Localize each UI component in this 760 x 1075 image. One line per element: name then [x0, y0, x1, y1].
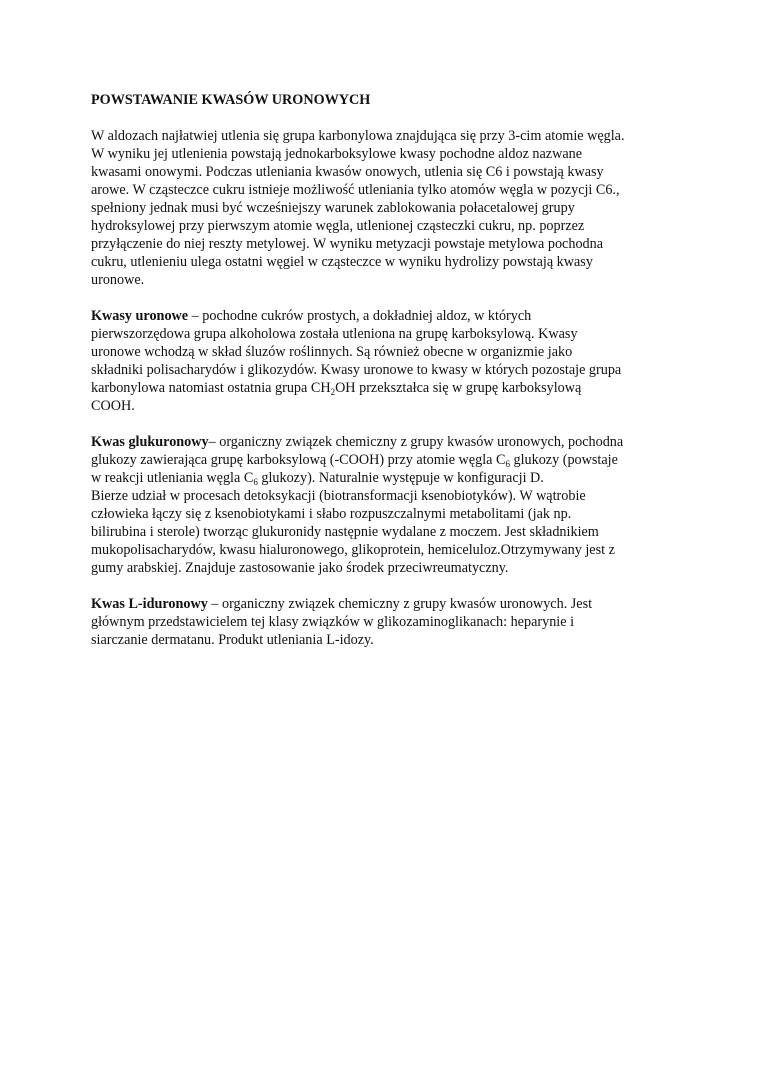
- paragraph-text: – pochodne cukrów prostych, a dokładniej aldoz, w których: [188, 308, 532, 324]
- document-body: [91, 91, 681, 667]
- paragraph-line: Bierze udział w procesach detoksykacji (biotransformacji ksenobiotyków). W wątrobie: [91, 488, 586, 504]
- intro-line: cukru, utlenieniu ulega ostatni węgiel w cząsteczce w wyniku hydrolizy powstają kwasy: [91, 254, 593, 270]
- paragraph-line: gumy arabskiej. Znajduje zastosowanie jako środek przeciwreumatyczny.: [91, 560, 509, 576]
- intro-line: W wyniku jej utlenienia powstają jednokarboksylowe kwasy pochodne aldoz nazwane: [91, 146, 583, 162]
- kwasy-uronowe-term: Kwasy uronowe: [91, 308, 189, 324]
- kwas-glukuronowy-term: Kwas glukuronowy: [91, 434, 209, 450]
- paragraph-line: siarczanie dermatanu. Produkt utleniania L-idozy.: [91, 632, 374, 648]
- paragraph-text: w reakcji utleniania węgla C: [91, 470, 254, 486]
- paragraph-text: glukozy zawierająca grupę karboksylową (-COOH) przy atomie węgla C: [91, 452, 506, 468]
- kwasy-uronowe-paragraph: [91, 307, 681, 415]
- paragraph-text: glukozy (powstaje: [509, 452, 618, 468]
- paragraph-text: – organiczny związek chemiczny z grupy kwasów uronowych, pochodna: [208, 434, 624, 450]
- intro-line: W aldozach najłatwiej utlenia się grupa karbonylowa znajdująca się przy 3-cim atomie węgla.: [91, 128, 625, 144]
- paragraph-text: karbonylowa natomiast ostatnia grupa CH: [91, 380, 331, 396]
- paragraph-text: OH przekształca się w grupę karboksylową: [335, 380, 582, 396]
- intro-line: spełniony jednak musi być wcześniejszy warunek zablokowania połacetalowej grupy: [91, 200, 575, 216]
- paragraph-line: uronowe wchodzą w skład śluzów roślinnych. Są również obecne w organizmie jako: [91, 344, 573, 360]
- subscript: 6: [505, 459, 510, 469]
- paragraph-line: składniki polisacharydów i glikozydów. Kwasy uronowe to kwasy w których pozostaje grupa: [91, 362, 622, 378]
- paragraph-line: głównym przedstawicielem tej klasy związków w glikozaminoglikanach: heparynie i: [91, 614, 575, 630]
- kwas-l-iduronowy-paragraph: [91, 595, 681, 649]
- intro-line: kwasami onowymi. Podczas utleniania kwasów onowych, utlenia się C6 i powstają kwasy: [91, 164, 604, 180]
- document-title: POWSTAWANIE KWASÓW URONOWYCH: [91, 92, 371, 108]
- intro-line: arowe. W cząsteczce cukru istnieje możliwość utleniania tylko atomów węgla w pozycji C6.,: [91, 182, 620, 198]
- paragraph-line: pierwszorzędowa grupa alkoholowa została utleniona na grupę karboksylową. Kwasy: [91, 326, 578, 342]
- paragraph-text: glukozy). Naturalnie występuje w konfiguracji D.: [257, 470, 544, 486]
- intro-line: uronowe.: [91, 272, 145, 288]
- paragraph-text: – organiczny związek chemiczny z grupy kwasów uronowych. Jest: [207, 596, 593, 612]
- intro-paragraph: [91, 127, 681, 289]
- paragraph-line: COOH.: [91, 398, 135, 414]
- intro-line: przyłączenie do niej reszty metylowej. W wyniku metyzacji powstaje metylowa pochodna: [91, 236, 604, 252]
- kwas-l-iduronowy-term: Kwas L-iduronowy: [91, 596, 208, 612]
- kwas-glukuronowy-paragraph: [91, 433, 681, 577]
- paragraph-line: człowieka łączy się z ksenobiotykami i słabo rozpuszczalnymi metabolitami (jak np.: [91, 506, 572, 522]
- subscript: 2: [330, 387, 336, 397]
- subscript: 6: [253, 477, 258, 487]
- intro-line: hydroksylowej przy pierwszym atomie węgla, utlenionej cząsteczki cukru, np. poprzez: [91, 218, 585, 234]
- paragraph-line: bilirubina i sterole) tworząc glukuronidy następnie wydalane z moczem. Jest składnikiem: [91, 524, 599, 540]
- paragraph-line: mukopolisacharydów, kwasu hialuronowego, glikoprotein, hemiceluloz.Otrzymywany jest z: [91, 542, 615, 558]
